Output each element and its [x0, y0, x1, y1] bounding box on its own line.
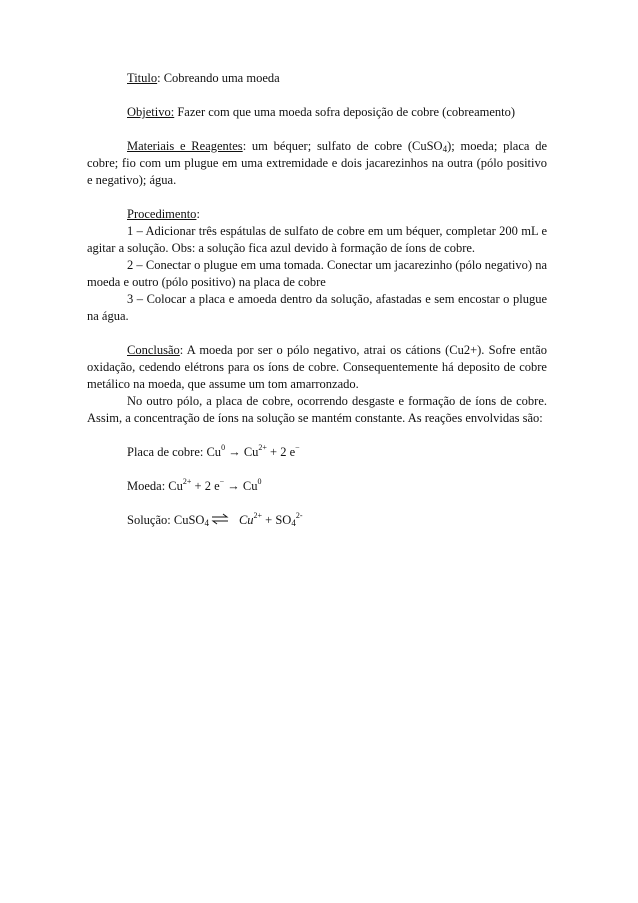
reaction-solution-plus: + SO [262, 513, 292, 527]
reaction-coin-sup-3: 0 [257, 477, 262, 486]
materials-formula-subscript: 4 [442, 144, 448, 154]
objective-value: Fazer com que uma moeda sofra deposição de cobre (cobreamento) [174, 105, 516, 119]
reaction-plate-sup-2: 2+ [258, 443, 267, 452]
procedure-colon: : [196, 207, 200, 221]
reaction-coin-sup-1: 2+ [182, 477, 192, 486]
reaction-solution-product-1: Cu [238, 513, 254, 527]
reaction-coin-arrow: → Cu [224, 479, 258, 493]
reaction-coin-prefix: Moeda: Cu [127, 479, 183, 493]
reaction-plate-arrow: → Cu [225, 445, 259, 459]
materials-paragraph [87, 138, 547, 189]
title-value: : Cobreando uma moeda [157, 71, 280, 85]
materials-text-2: ); moeda; placa de cobre; fio com um plugue em uma extremidade e dois jacarezinhos na outra (pólo positivo e negativo); água. [87, 139, 548, 187]
reaction-solution-sub-2: 4 [291, 518, 296, 528]
reaction-plate-sup-1: 0 [221, 443, 226, 452]
title-line [87, 70, 547, 87]
conclusion-paragraph-2: No outro pólo, a placa de cobre, ocorrendo desgaste e formação de íons de cobre. Assim, a concentração de íons na solução se mantém constante. As reações envolvidas são: [87, 394, 547, 425]
document-body [87, 70, 547, 529]
reaction-solution-sup-1: 2+ [253, 511, 263, 520]
reaction-solution-sub-1: 4 [204, 518, 209, 528]
objective-label: Objetivo: [127, 105, 175, 119]
objective-line [87, 104, 547, 121]
conclusion-paragraph-1 [87, 342, 547, 393]
reaction-coin [87, 478, 547, 495]
materials-text-1: : um béquer; sulfato de cobre (CuSO [242, 139, 443, 153]
procedure-step-3: 3 – Colocar a placa e amoeda dentro da solução, afastadas e sem encostar o plugue na água. [87, 292, 547, 323]
procedure-label: Procedimento [127, 207, 197, 221]
title-label: Titulo [127, 71, 158, 85]
reaction-solution-prefix: Solução: CuSO [127, 513, 205, 527]
equilibrium-arrow-icon [211, 513, 229, 525]
procedure-step-2: 2 – Conectar o plugue em uma tomada. Conectar um jacarezinho (pólo negativo) na moeda e outro (pólo positivo) na placa de cobre [87, 258, 547, 289]
reaction-coin-mid: + 2 e [191, 479, 220, 493]
materials-label: Materiais e Reagentes [127, 139, 243, 153]
reaction-plate-prefix: Placa de cobre: Cu [127, 445, 222, 459]
procedure-heading [87, 206, 547, 223]
conclusion-text-1: : A moeda por ser o pólo negativo, atrai os cátions (Cu2+). Sofre então oxidação, cedendo elétrons para os íons de cobre. Consequentemente há deposito de cobre metálico na moeda, que assume um tom amarronzado. [87, 343, 547, 391]
reaction-plate-rest: + 2 e [266, 445, 296, 459]
reaction-plate [87, 444, 547, 461]
conclusion-label: Conclusão [127, 343, 180, 357]
reaction-plate-sup-3: − [295, 443, 300, 452]
reaction-solution-sup-2: 2- [295, 511, 303, 520]
reaction-solution [87, 512, 547, 529]
reaction-coin-sup-2: − [219, 477, 225, 486]
procedure-step-1: 1 – Adicionar três espátulas de sulfato de cobre em um béquer, completar 200 mL e agitar a solução. Obs: a solução fica azul devido à formação de íons de cobre. [87, 224, 547, 255]
